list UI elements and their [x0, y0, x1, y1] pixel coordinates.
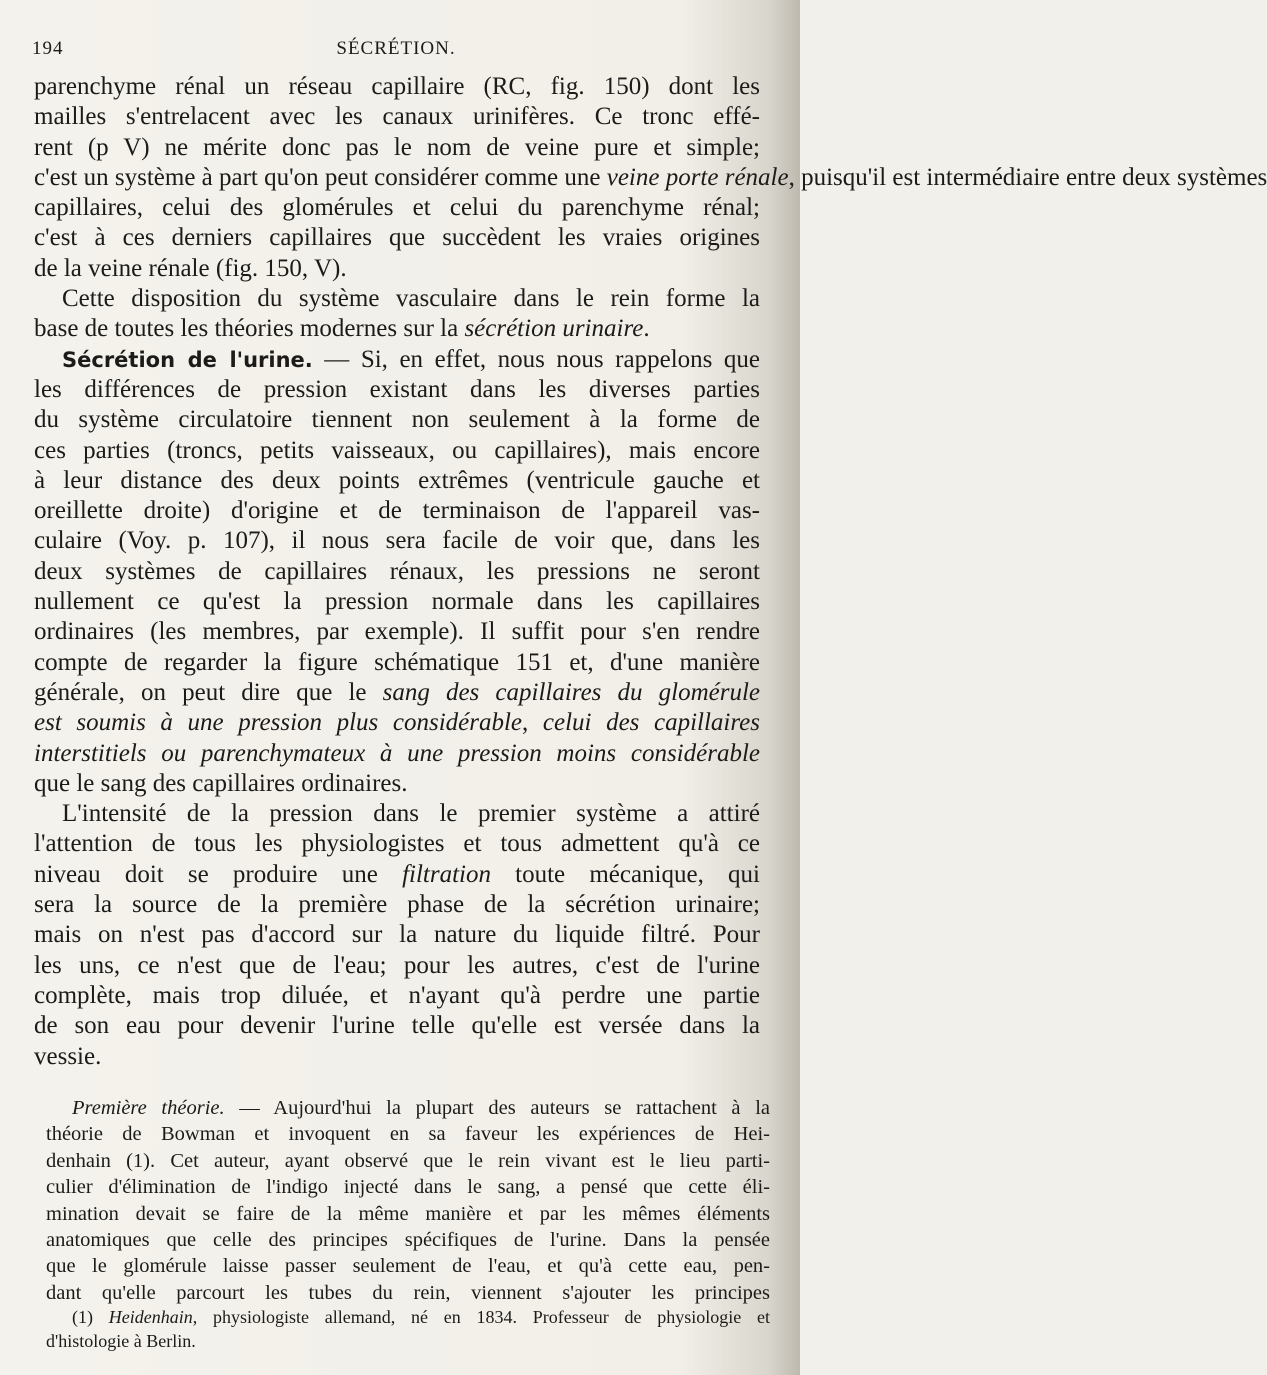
- text-line: dant qu'elle parcourt les tubes du rein, viennent s'ajouter les principes: [46, 1281, 770, 1304]
- italic-term: filtration: [402, 860, 491, 888]
- text-line: sera la source de la première phase de la sécrétion urinaire;: [34, 891, 760, 919]
- text-line: base de toutes les théories modernes sur la sécrétion urinaire.: [34, 315, 650, 343]
- text-line: mailles s'entrelacent avec les canaux urinifères. Ce tronc effé-: [34, 103, 760, 131]
- text-line: théorie de Bowman et invoquent en sa faveur les expériences de Hei-: [46, 1123, 770, 1146]
- footnote-line: (1) Heidenhain, physiologiste allemand, né en 1834. Professeur de physiologie et: [72, 1307, 770, 1327]
- text-line: oreillette droite) d'origine et de terminaison de l'appareil vas-: [34, 497, 760, 525]
- text-line: mais on n'est pas d'accord sur la nature du liquide filtré. Pour: [34, 921, 760, 949]
- text-line: du système circulatoire tiennent non seulement à la forme de: [34, 406, 760, 434]
- text-line: l'attention de tous les physiologistes et tous admettent qu'à ce: [34, 830, 760, 858]
- text-line: vessie.: [34, 1042, 102, 1070]
- text-line: denhain (1). Cet auteur, ayant observé que le rein vivant est le lieu parti-: [46, 1149, 770, 1172]
- text-line: les différences de pression existant dans les diverses parties: [34, 375, 760, 403]
- page-header: [32, 38, 760, 62]
- text-line: anatomiques que celle des principes spécifiques de l'urine. Dans la pensée: [46, 1229, 770, 1252]
- text-line: de la veine rénale (fig. 150, V).: [34, 254, 347, 282]
- paragraph-3: [34, 345, 760, 799]
- text-line: culier d'élimination de l'indigo injecté dans le sang, a pensé que cette éli-: [46, 1176, 770, 1199]
- footnote: [46, 1305, 770, 1353]
- italic-phrase: sang des capillaires du glomérule: [382, 678, 760, 706]
- section-heading: Sécrétion de l'urine.: [62, 347, 313, 372]
- paragraph-2: [34, 284, 760, 345]
- text-line: Sécrétion de l'urine. — Si, en effet, nous nous rappelons que: [62, 345, 760, 373]
- text-line: que le glomérule laisse passer seulement de l'eau, et qu'à cette eau, pen-: [46, 1255, 770, 1278]
- text-line: L'intensité de la pression dans le premier système a attiré: [62, 800, 760, 828]
- italic-phrase: celui des capillaires: [542, 709, 761, 737]
- italic-lead: Première théorie.: [72, 1097, 225, 1119]
- text-line: capillaires, celui des glomérules et celui du parenchyme rénal;: [34, 194, 760, 222]
- italic-term: veine porte rénale: [606, 163, 789, 191]
- italic-term: sécrétion urinaire: [464, 315, 644, 343]
- running-title: SÉCRÉTION.: [336, 38, 456, 59]
- text-line: c'est à ces derniers capillaires que succèdent les vraies origines: [34, 224, 760, 252]
- main-text: [34, 72, 1267, 1072]
- text-line: que le sang des capillaires ordinaires.: [34, 769, 408, 797]
- text-line: c'est un système à part qu'on peut considérer comme une veine porte rénale, puisqu'il est intermédiaire entre deux systèmes: [34, 163, 1267, 191]
- text-line: complète, mais trop diluée, et n'ayant qu'à perdre une partie: [34, 981, 760, 1009]
- text-line: rent (p V) ne mérite donc pas le nom de veine pure et simple;: [34, 133, 760, 161]
- text-line: Première théorie. — Aujourd'hui la plupart des auteurs se rattachent à la: [72, 1097, 770, 1119]
- paragraph-1: [34, 72, 1267, 284]
- text-line: parenchyme rénal un réseau capillaire (RC, fig. 150) dont les: [34, 73, 760, 100]
- text-line: est soumis à une pression plus considérable, celui des capillaires: [34, 709, 761, 737]
- text-line: [34, 739, 760, 769]
- page-number: 194: [32, 38, 64, 59]
- text-line: ordinaires (les membres, par exemple). Il suffit pour s'en rendre: [34, 618, 760, 646]
- text-line: deux systèmes de capillaires rénaux, les pressions ne seront: [34, 557, 760, 585]
- text-line: compte de regarder la figure schématique 151 et, d'une manière: [34, 648, 760, 676]
- footnote-name: Heidenhain: [108, 1307, 193, 1327]
- text-line: culaire (Voy. p. 107), il nous sera facile de voir que, dans les: [34, 527, 760, 555]
- italic-phrase: est soumis à une pression plus considérable: [34, 709, 523, 737]
- text-line: à leur distance des deux points extrêmes (ventricule gauche et: [34, 466, 760, 494]
- footnote-line: d'histologie à Berlin.: [46, 1331, 196, 1351]
- text-line: les uns, ce n'est que de l'eau; pour les autres, c'est de l'urine: [34, 951, 760, 979]
- text-line: Cette disposition du système vasculaire dans le rein forme la: [62, 285, 760, 313]
- italic-phrase: interstitiels ou parenchymateux à une pression moins considérable: [34, 739, 760, 767]
- text-line: ces parties (troncs, petits vaisseaux, ou capillaires), mais encore: [34, 436, 760, 464]
- text-line: générale, on peut dire que le sang des capillaires du glomérule: [34, 678, 760, 706]
- text-line: niveau doit se produire une filtration toute mécanique, qui: [34, 860, 760, 888]
- small-print-section: [46, 1095, 770, 1306]
- paragraph-4: [34, 799, 760, 1072]
- text-line: nullement ce qu'est la pression normale dans les capillaires: [34, 588, 760, 616]
- text-line: de son eau pour devenir l'urine telle qu'elle est versée dans la: [34, 1012, 760, 1040]
- text-line: mination devait se faire de la même manière et par les mêmes éléments: [46, 1202, 770, 1225]
